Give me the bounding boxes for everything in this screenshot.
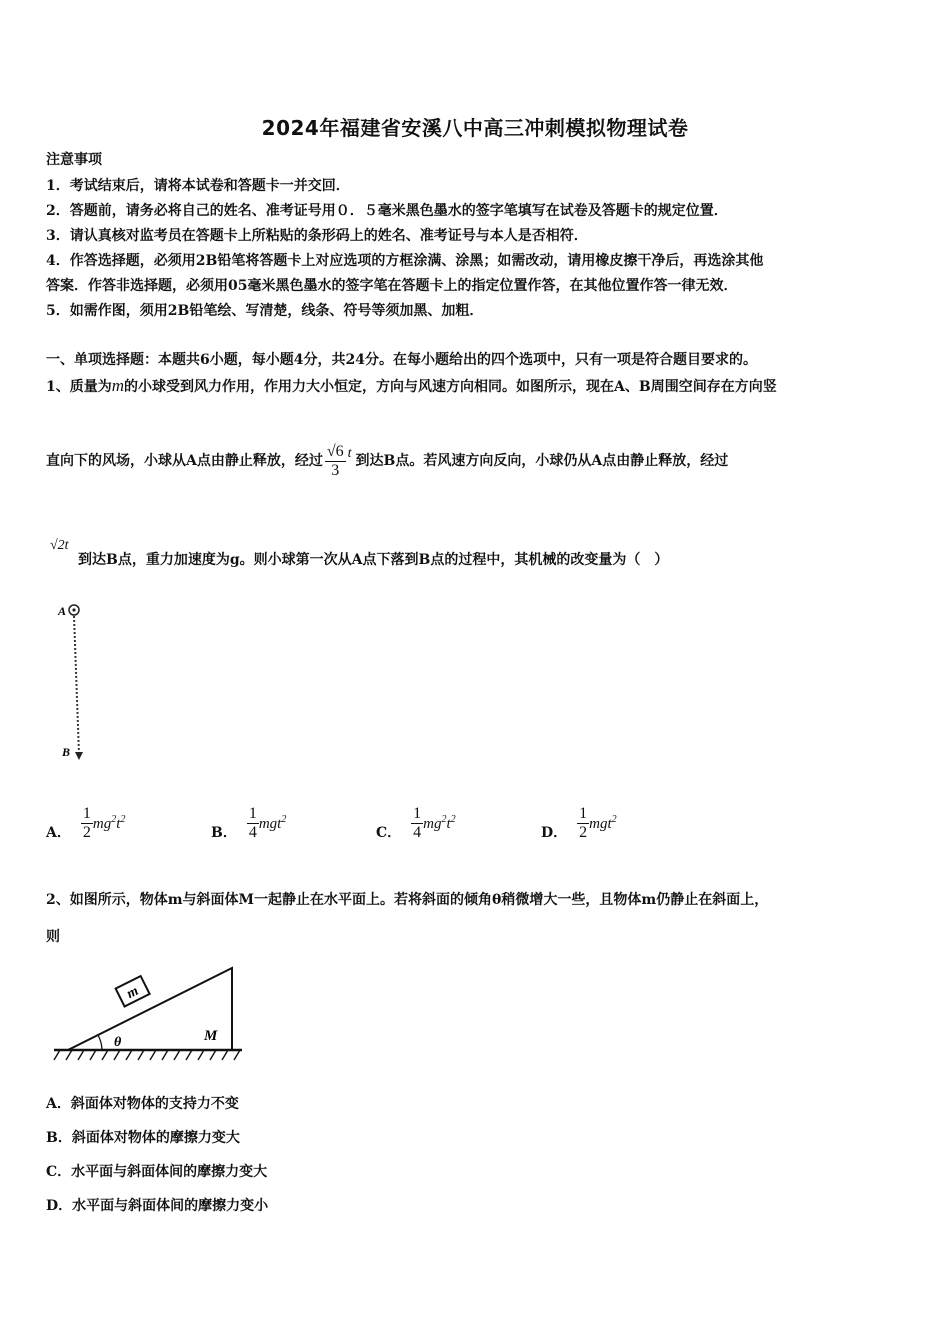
option-label: B． bbox=[211, 825, 237, 841]
option-fraction bbox=[247, 805, 259, 842]
ground-hatch bbox=[54, 1050, 240, 1060]
section-heading: 一、单项选择题：本题共6小题，每小题4分，共24分。在每小题给出的四个选项中，只有一项是符合题目要求的。 bbox=[46, 352, 757, 368]
option-label: C． bbox=[376, 825, 402, 841]
q1-var-m: m bbox=[111, 376, 125, 395]
angle-arc bbox=[98, 1035, 102, 1050]
block-m bbox=[116, 976, 150, 1006]
notice-item: 4．作答选择题，必须用2B铅笔将答题卡上对应选项的方框涂满、涂黑；如需改动，请用橡皮擦干净后，再选涂其他 bbox=[46, 253, 764, 269]
notice-item: 5．如需作图，须用2B铅笔绘、写清楚，线条、符号等须加黑、加粗． bbox=[46, 303, 484, 319]
q1-option-d[interactable] bbox=[541, 804, 617, 842]
wedge-label: M bbox=[204, 1028, 218, 1044]
q2-option-b[interactable]: B．斜面体对物体的摩擦力变大 bbox=[46, 1130, 240, 1146]
q1-text: 直向下的风场，小球从A点由静止释放，经过 bbox=[46, 453, 323, 469]
q2-option-d[interactable]: D．水平面与斜面体间的摩擦力变小 bbox=[46, 1198, 269, 1214]
q1-figure bbox=[50, 596, 100, 766]
arrow-head bbox=[75, 752, 83, 760]
fall-path bbox=[74, 616, 79, 754]
notice-item: 3．请认真核对监考员在答题卡上所粘贴的条形码上的姓名、准考证号与本人是否相符． bbox=[46, 228, 588, 244]
q1-text: 到达B点。若风速方向反向，小球仍从A点由静止释放，经过 bbox=[355, 453, 729, 469]
q2-figure bbox=[52, 962, 248, 1068]
q1-line2 bbox=[46, 436, 728, 486]
frac-den: 2 bbox=[579, 823, 588, 841]
page-title: 2024年福建省安溪八中高三冲刺模拟物理试卷 bbox=[261, 116, 689, 140]
frac-num: 1 bbox=[248, 804, 257, 822]
notice-item: 1．考试结束后，请将本试卷和答题卡一并交回． bbox=[46, 178, 350, 194]
q1-frac-den: 3 bbox=[331, 461, 340, 479]
q1-text: 1、质量为 bbox=[46, 379, 112, 395]
frac-num: 1 bbox=[82, 804, 91, 822]
q1-option-a[interactable] bbox=[46, 804, 125, 842]
q1-figure-svg bbox=[50, 596, 100, 766]
q1-frac-num: √6 bbox=[326, 442, 344, 460]
label-a: A bbox=[58, 604, 67, 618]
option-expr: $mg^2t^2$ bbox=[423, 813, 456, 832]
q1-fraction bbox=[325, 443, 346, 480]
option-expr: mgt$^2$ bbox=[258, 813, 287, 832]
q1-line1 bbox=[46, 376, 777, 397]
option-fraction bbox=[81, 805, 93, 842]
q1-text: 的小球受到风力作用，作用力大小恒定，方向与风速方向相同。如图所示，现在A、B周围空间存在方向竖 bbox=[124, 379, 777, 395]
option-expr: mgt$^2$ bbox=[589, 813, 617, 832]
block-label: m bbox=[124, 983, 142, 1003]
q2-option-c[interactable]: C．水平面与斜面体间的摩擦力变大 bbox=[46, 1164, 268, 1180]
q1-option-b[interactable] bbox=[211, 804, 286, 842]
label-b: B bbox=[62, 745, 71, 759]
notice-item: 答案．作答非选择题，必须用05毫米黑色墨水的签字笔在答题卡上的指定位置作答，在其他位置作答一律无效． bbox=[46, 278, 738, 294]
q1-line3: 到达B点，重力加速度为g。则小球第一次从A点下落到B点的过程中，其机械的改变量为（ ） bbox=[78, 552, 669, 568]
option-fraction bbox=[411, 805, 423, 842]
frac-den: 4 bbox=[413, 823, 422, 841]
q1-frac-t: t bbox=[347, 446, 352, 461]
q1-option-c[interactable] bbox=[376, 804, 456, 842]
option-expr: $mg^2t^2$ bbox=[92, 813, 126, 832]
q2-line1: 2、如图所示，物体m与斜面体M一起静止在水平面上。若将斜面的倾角θ稍微增大一些，且物体m仍静止在斜面上， bbox=[46, 892, 769, 908]
q1-sqrt-expr: √2t bbox=[50, 538, 69, 553]
q2-option-a[interactable]: A．斜面体对物体的支持力不变 bbox=[46, 1096, 239, 1112]
point-a-dot bbox=[72, 608, 75, 611]
frac-num: 1 bbox=[579, 804, 588, 822]
q2-figure-svg bbox=[52, 962, 248, 1068]
frac-den: 4 bbox=[248, 823, 257, 841]
frac-den: 2 bbox=[82, 823, 91, 841]
angle-label: θ bbox=[114, 1035, 122, 1050]
option-label: D． bbox=[541, 825, 568, 841]
frac-num: 1 bbox=[413, 804, 422, 822]
notice-heading: 注意事项 bbox=[46, 152, 102, 168]
notice-item: 2．答题前，请务必将自己的姓名、准考证号用０．５毫米黑色墨水的签字笔填写在试卷及答题卡的规定位置． bbox=[46, 203, 728, 219]
option-fraction bbox=[577, 805, 589, 842]
q2-line2: 则 bbox=[46, 929, 60, 945]
option-label: A． bbox=[46, 825, 71, 841]
